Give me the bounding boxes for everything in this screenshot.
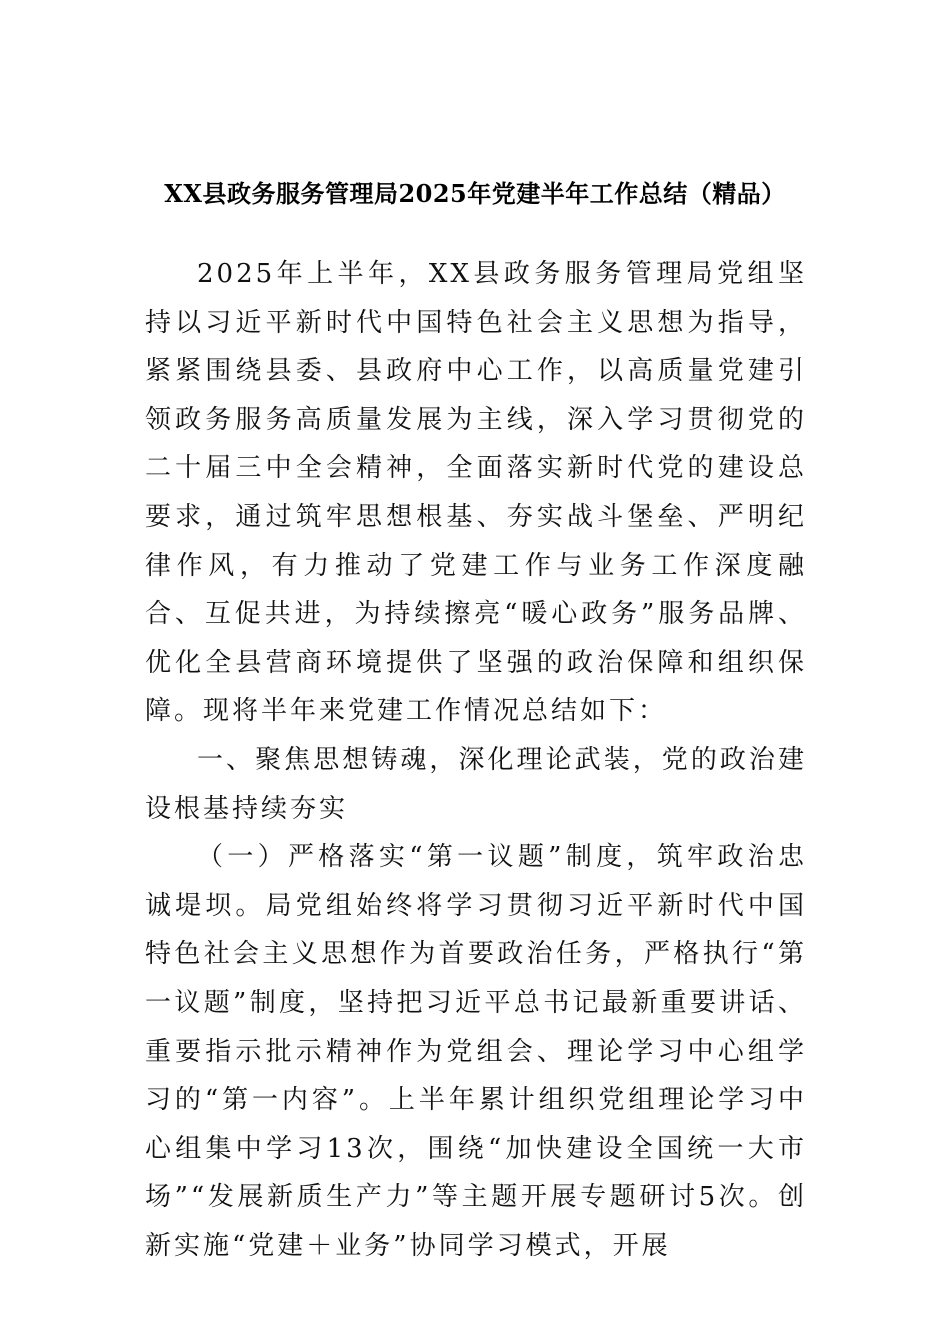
document-title: XX县政务服务管理局2025年党建半年工作总结（精品） bbox=[164, 179, 786, 209]
subsection-paragraph-1: （一）严格落实“第一议题”制度，筑牢政治忠诚堤坝。局党组始终将学习贯彻习近平新时代中国特色社会主义思想作为首要政治任务，严格执行“第一议题”制度，坚持把习近平总书记最新重要讲话、重要指示批示精神作为党组会、理论学习中心组学习的“第一内容”。上半年累计组织党组理论学习中心组集中学习13次，围绕“加快建设全国统一大市场”“发展新质生产力”等主题开展专题研讨5次。创新实施“党建＋业务”协同学习模式，开展 bbox=[145, 842, 807, 1261]
intro-paragraph: 2025年上半年，XX县政务服务管理局党组坚持以习近平新时代中国特色社会主义思想为指导，紧紧围绕县委、县政府中心工作，以高质量党建引领政务服务高质量发展为主线，深入学习贯彻党的二十届三中全会精神，全面落实新时代党的建设总要求，通过筑牢思想根基、夯实战斗堡垒、严明纪律作风，有力推动了党建工作与业务工作深度融合、互促共进，为持续擦亮“暖心政务”服务品牌、优化全县营商环境提供了坚强的政治保障和组织保障。现将半年来党建工作情况总结如下： bbox=[145, 259, 807, 727]
section-heading-1: 一、聚焦思想铸魂，深化理论武装，党的政治建设根基持续夯实 bbox=[145, 744, 807, 824]
document-body bbox=[145, 250, 807, 1270]
